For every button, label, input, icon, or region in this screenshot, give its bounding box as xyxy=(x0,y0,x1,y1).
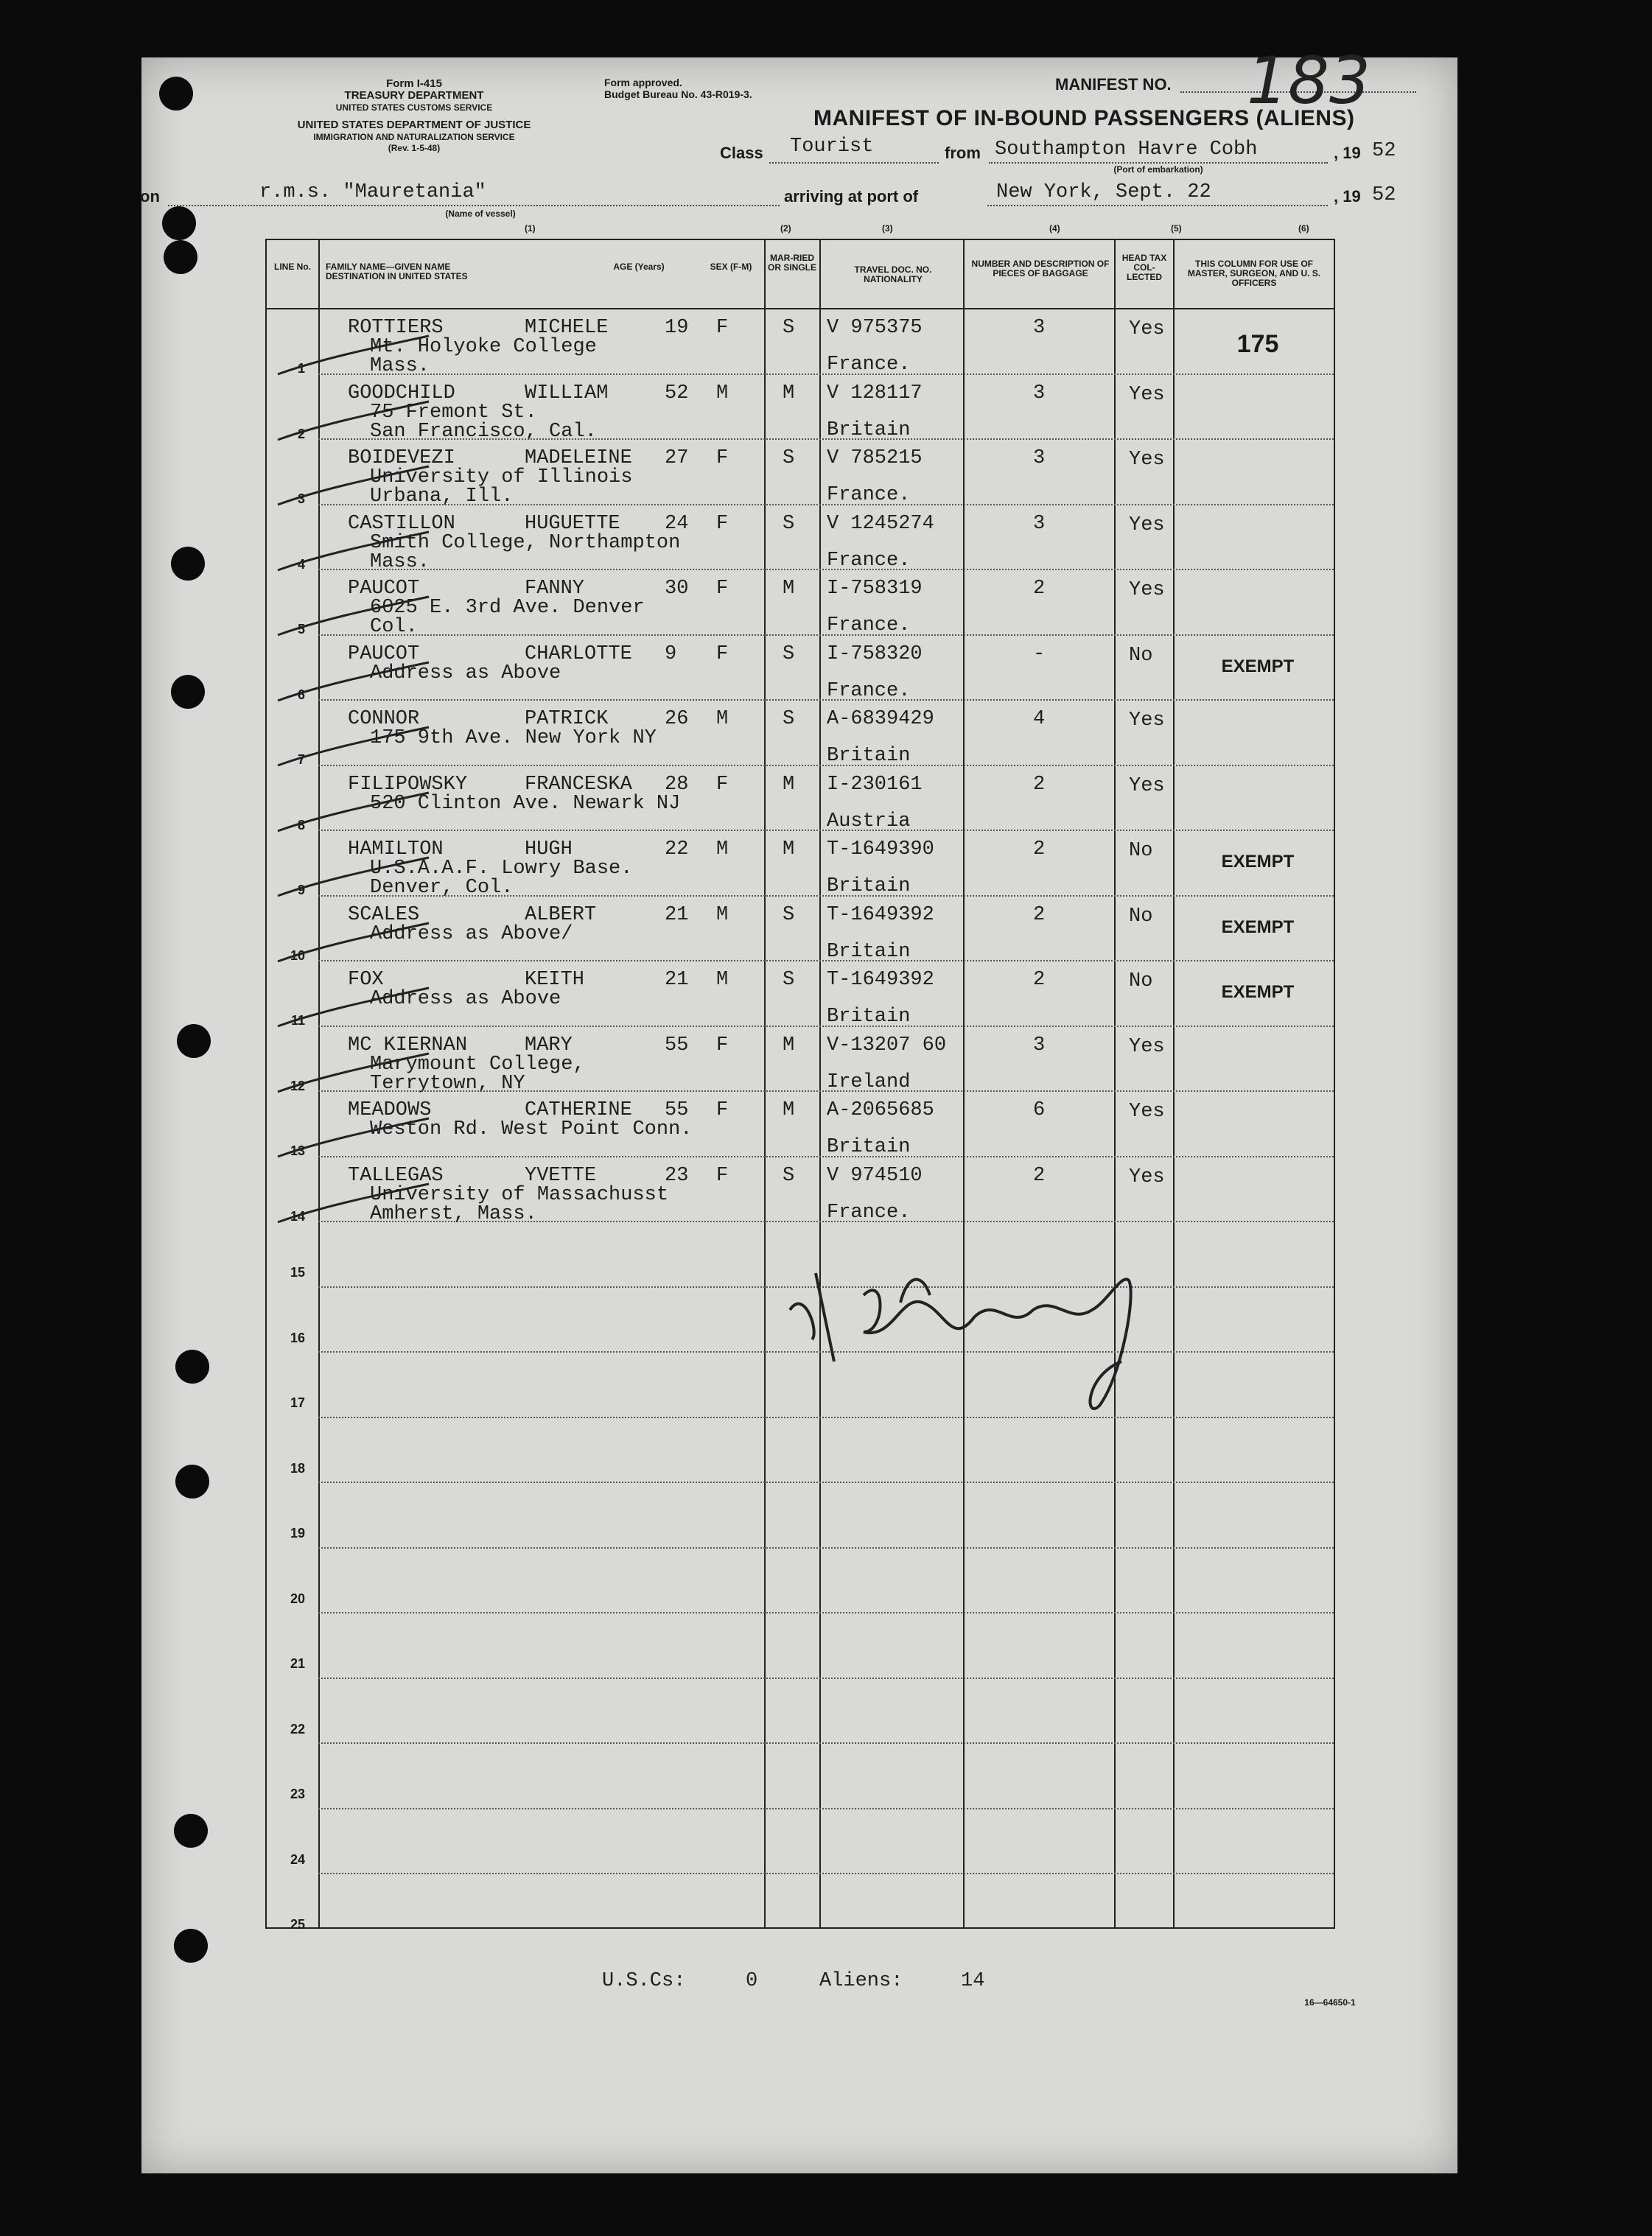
nationality: Britain xyxy=(827,1006,911,1028)
head-tax: Yes xyxy=(1129,1035,1165,1058)
line-number: 12 xyxy=(290,1078,305,1093)
year-value: 52 xyxy=(1372,140,1396,162)
budget-bureau: Budget Bureau No. 43-R019-3. xyxy=(604,88,752,100)
given-name: FRANCESKA xyxy=(525,773,632,796)
marital-status: S xyxy=(783,903,795,926)
age: 26 xyxy=(665,708,689,730)
from-label: from xyxy=(945,144,981,162)
age: 22 xyxy=(665,838,689,861)
given-name: ALBERT xyxy=(525,903,597,926)
travel-doc: T-1649390 xyxy=(827,838,934,861)
head-tax: Yes xyxy=(1129,774,1165,797)
line-number: 10 xyxy=(290,947,305,963)
ins-service: IMMIGRATION AND NATURALIZATION SERVICE xyxy=(313,132,515,142)
line-number: 19 xyxy=(290,1526,305,1541)
binder-hole xyxy=(174,1929,208,1963)
nationality: France. xyxy=(827,679,911,702)
sex: F xyxy=(716,1099,729,1121)
given-name: MICHELE xyxy=(525,317,609,339)
header-sex: SEX (F-M) xyxy=(710,262,752,272)
marital-status: M xyxy=(783,1034,795,1056)
from-value: Southampton Havre Cobh xyxy=(995,139,1258,161)
age: 30 xyxy=(665,578,689,600)
head-tax: No xyxy=(1129,970,1153,992)
head-tax: No xyxy=(1129,644,1153,667)
marital-status: M xyxy=(783,773,795,796)
manifest-no-handwritten: 183 xyxy=(1247,43,1371,119)
age: 21 xyxy=(665,969,689,991)
destination-line-1: Smith College, Northampton xyxy=(370,531,681,554)
sex: M xyxy=(716,382,729,404)
travel-doc: V 128117 xyxy=(827,382,923,404)
sex: M xyxy=(716,708,729,730)
destination-line-2: Amherst, Mass. xyxy=(370,1202,537,1225)
travel-doc: V 1245274 xyxy=(827,512,934,535)
sex: F xyxy=(716,512,729,535)
sex: M xyxy=(716,838,729,861)
line-number: 9 xyxy=(297,883,305,897)
nationality: France. xyxy=(827,549,911,572)
vessel-name: r.m.s. "Mauretania" xyxy=(259,181,486,203)
age: 27 xyxy=(665,447,689,469)
marital-status: S xyxy=(783,708,795,730)
officer-note: EXEMPT xyxy=(1221,852,1295,872)
officer-note: 175 xyxy=(1236,330,1279,358)
officer-note: EXEMPT xyxy=(1221,656,1295,676)
sex: F xyxy=(716,773,729,796)
form-number: Form I-415 xyxy=(386,77,442,90)
given-name: HUGH xyxy=(525,838,573,861)
age: 28 xyxy=(665,773,689,796)
head-tax: Yes xyxy=(1129,1166,1165,1188)
destination-line-1: Address as Above xyxy=(370,662,561,684)
nationality: France. xyxy=(827,614,911,637)
marital-status: M xyxy=(783,1099,795,1121)
given-name: MARY xyxy=(525,1034,573,1056)
age: 19 xyxy=(665,317,689,339)
line-number: 7 xyxy=(297,752,305,767)
line-number: 17 xyxy=(290,1395,305,1410)
manifest-no-label: MANIFEST NO. xyxy=(1055,75,1172,94)
arriving-label: arriving at port of xyxy=(784,187,919,206)
head-tax: Yes xyxy=(1129,1101,1165,1123)
baggage-count: 2 xyxy=(1033,578,1046,600)
uscs-value: 0 xyxy=(746,1970,758,1992)
col-num-1: (1) xyxy=(525,223,536,234)
head-tax: Yes xyxy=(1129,449,1165,471)
port-embarkation-label: (Port of embarkation) xyxy=(1113,164,1203,175)
family-name: CONNOR xyxy=(348,708,420,730)
family-name: MC KIERNAN xyxy=(348,1034,468,1056)
head-tax: Yes xyxy=(1129,709,1165,732)
sex: M xyxy=(716,903,729,926)
travel-doc: I-758320 xyxy=(827,642,923,665)
line-number: 20 xyxy=(290,1591,305,1606)
revision: (Rev. 1-5-48) xyxy=(388,143,441,153)
baggage-count: 3 xyxy=(1033,1034,1046,1056)
line-number: 21 xyxy=(290,1656,305,1671)
destination-line-2: Col. xyxy=(370,616,418,638)
line-number: 23 xyxy=(290,1787,305,1801)
customs-service: UNITED STATES CUSTOMS SERVICE xyxy=(335,102,493,113)
sex: F xyxy=(716,642,729,665)
sex: F xyxy=(716,1164,729,1187)
manifest-sheet: Form I-415 TREASURY DEPARTMENT UNITED STATES CUSTOMS SERVICE UNITED STATES DEPARTMENT OF JUSTICE IMMIGRATION AND NATURALIZATION SERVICE (Rev. 1-5-48) Form approved. Budget Bureau No. 43-R019-3. MANIFEST NO. 183 MANIFEST OF IN-BOUND PASSENGERS (ALIENS) Class Tourist from Southampton Havre Cobh (Port of embarkation) , 19 52 on r.m.s. "Mauretania" (Name of vessel) arriving at port of New York, Sept. 22 , 19 52 (1) (2) (3) (4) (5) (6) LINE No. FAMILY NAME—GIVEN NAME DESTINATION IN UNITED STATES AGE (Years) SEX (F-M) MAR-RIED OR SINGLE TRAVEL DOC. NO. NATIONALITY NUMBER AND DESCRIPTION OF PIECES OF BAGGAGE HEAD TAX COL-LECTED THIS COLUMN FOR USE OF MASTER, SURGEON, AND U. S. OFFICERS 1 ROTTIERS MICHELE 19 F S V 975375 France. Mt. Holyoke College Mass. 3 Yes 175 2 GOODCHILD WILLIAM 52 M M V 128117 Britain 75 Fremont St. San Francisco, Cal. 3 Yes 3 BOIDEVEZI MADELEINE 27 F S V 785215 France. University of Illinois Urbana, Ill. 3 Yes 4 CASTILLON HUGUETTE 24 F S V 1245274 France. Smith College, Northampton Mass. 3 Yes 5 PAUCOT FANNY 30 F M I-758319 France. 6025 E. 3rd Ave. Denver Col. 2 Yes 6 PAUCOT CHARLOTTE 9 F S I-758320 France. Address as Above - No EXEMPT 7 CONNOR PATRICK 26 M S A-6839429 Britain 175 9th Ave. New York NY 4 Yes 8 FILIPOWSKY FRANCESKA 28 F M I-230161 Austria 520 Clinton Ave. Newark NJ 2 Yes 9 HAMILTON HUGH 22 M M T-1649390 Britain U.S.A.A.F. Lowry Base. Denver, Col. 2 No EXEMPT 10 SCALES ALBERT 21 M S T-1649392 Britain Address as Above/ 2 No EXEMPT 11 FOX KEITH 21 M S T-1649392 Britain Address as Above 2 No EXEMPT 12 MC KIERNAN MARY 55 F M V-13207 60 Ireland Marymount College, Terrytown, NY 3 Yes 13 MEADOWS CATHERINE 55 F M A-2065685 Britain Weston Rd. West Point Conn. 6 Yes 14 TALLEGAS YVETTE 23 F S V 974510 France. University of Massachusst Amherst, Mass. 2 Yes 15 16 17 18 19 20 21 22 23 24 25 U.S.Cs: 0 Aliens: 14 16—64650-1 xyxy=(141,57,1457,2173)
justice-dept: UNITED STATES DEPARTMENT OF JUSTICE xyxy=(297,119,531,131)
destination-line-2: Urbana, Ill. xyxy=(370,486,514,508)
travel-doc: A-2065685 xyxy=(827,1099,934,1121)
line-number: 14 xyxy=(290,1208,305,1224)
marital-status: S xyxy=(783,512,795,535)
binder-hole xyxy=(171,547,205,581)
year-prefix: 19 xyxy=(1343,144,1361,162)
destination-line-1: U.S.A.A.F. Lowry Base. xyxy=(370,858,633,880)
destination-line-1: Mt. Holyoke College xyxy=(370,336,597,358)
header-age: AGE (Years) xyxy=(613,262,665,272)
aliens-value: 14 xyxy=(961,1970,985,1992)
nationality: France. xyxy=(827,484,911,506)
travel-doc: T-1649392 xyxy=(827,969,934,991)
destination-line-1: Weston Rd. West Point Conn. xyxy=(370,1118,693,1140)
destination-line-1: 520 Clinton Ave. Newark NJ xyxy=(370,792,681,815)
given-name: WILLIAM xyxy=(525,382,609,404)
marital-status: M xyxy=(783,382,795,404)
line-number: 4 xyxy=(297,556,305,572)
line-number: 8 xyxy=(297,817,305,833)
baggage-count: 3 xyxy=(1033,512,1046,535)
line-number: 6 xyxy=(297,687,305,702)
marital-status: M xyxy=(783,838,795,861)
age: 55 xyxy=(665,1034,689,1056)
uscs-label: U.S.Cs: xyxy=(602,1970,686,1992)
officer-note: EXEMPT xyxy=(1221,982,1295,1002)
line-number: 16 xyxy=(290,1330,305,1345)
col-num-6: (6) xyxy=(1298,223,1309,234)
line-number: 3 xyxy=(297,491,305,506)
footer-code: 16—64650-1 xyxy=(1304,1997,1356,2008)
head-tax: Yes xyxy=(1129,514,1165,536)
sex: F xyxy=(716,447,729,469)
nationality: France. xyxy=(827,354,911,376)
family-name: MEADOWS xyxy=(348,1099,432,1121)
line-number: 1 xyxy=(297,361,305,376)
binder-hole xyxy=(175,1465,209,1499)
nationality: France. xyxy=(827,1201,911,1224)
family-name: TALLEGAS xyxy=(348,1164,444,1187)
destination-line-1: University of Massachusst xyxy=(370,1183,669,1206)
marital-status: S xyxy=(783,642,795,665)
baggage-count: 2 xyxy=(1033,969,1046,991)
on-label: on xyxy=(140,187,160,206)
line-number: 25 xyxy=(290,1917,305,1932)
family-name: FOX xyxy=(348,969,384,991)
destination-line-1: Address as Above/ xyxy=(370,922,573,945)
head-tax: Yes xyxy=(1129,318,1165,340)
line-number: 15 xyxy=(290,1265,305,1280)
age: 23 xyxy=(665,1164,689,1187)
marital-status: S xyxy=(783,317,795,339)
line-number: 2 xyxy=(297,426,305,441)
given-name: FANNY xyxy=(525,578,585,600)
binder-hole xyxy=(159,77,193,111)
header-line: LINE No. xyxy=(274,262,311,272)
passenger-table xyxy=(265,239,1335,1932)
family-name: ROTTIERS xyxy=(348,317,444,339)
nationality: Britain xyxy=(827,418,911,441)
binder-hole xyxy=(174,1814,208,1848)
arriving-value: New York, Sept. 22 xyxy=(996,181,1211,203)
age: 21 xyxy=(665,903,689,926)
officer-note: EXEMPT xyxy=(1221,917,1295,937)
year-value-2: 52 xyxy=(1372,184,1396,206)
travel-doc: T-1649392 xyxy=(827,903,934,926)
destination-line-1: 175 9th Ave. New York NY xyxy=(370,727,657,749)
travel-doc: V-13207 60 xyxy=(827,1034,947,1056)
baggage-count: 3 xyxy=(1033,382,1046,404)
travel-doc: V 975375 xyxy=(827,317,923,339)
line-number: 13 xyxy=(290,1143,305,1158)
sex: F xyxy=(716,578,729,600)
given-name: CHARLOTTE xyxy=(525,642,632,665)
baggage-count: 2 xyxy=(1033,838,1046,861)
baggage-count: - xyxy=(1033,642,1046,665)
line-number: 18 xyxy=(290,1460,305,1476)
destination-line-2: Mass. xyxy=(370,550,430,573)
binder-hole xyxy=(164,240,197,274)
treasury-dept: TREASURY DEPARTMENT xyxy=(344,89,484,102)
year-prefix-2: 19 xyxy=(1343,187,1361,206)
baggage-count: 2 xyxy=(1033,773,1046,796)
travel-doc: A-6839429 xyxy=(827,708,934,730)
col-num-3: (3) xyxy=(882,223,893,234)
form-approved: Form approved. xyxy=(604,77,682,88)
marital-status: M xyxy=(783,578,795,600)
baggage-count: 6 xyxy=(1033,1099,1046,1121)
travel-doc: I-230161 xyxy=(827,773,923,796)
baggage-count: 2 xyxy=(1033,1164,1046,1187)
marital-status: S xyxy=(783,969,795,991)
destination-line-2: San Francisco, Cal. xyxy=(370,420,597,443)
travel-doc: I-758319 xyxy=(827,578,923,600)
head-tax: Yes xyxy=(1129,383,1165,406)
destination-line-1: 75 Fremont St. xyxy=(370,401,537,424)
nationality: Britain xyxy=(827,940,911,963)
travel-doc: V 785215 xyxy=(827,447,923,469)
destination-line-1: University of Illinois xyxy=(370,466,633,488)
destination-line-2: Terrytown, NY xyxy=(370,1072,525,1095)
header-baggage: NUMBER AND DESCRIPTION OF PIECES OF BAGGAGE xyxy=(971,259,1110,278)
head-tax: No xyxy=(1129,840,1153,862)
given-name: YVETTE xyxy=(525,1164,597,1187)
binder-hole xyxy=(171,675,205,709)
family-name: SCALES xyxy=(348,903,420,926)
baggage-count: 3 xyxy=(1033,447,1046,469)
given-name: KEITH xyxy=(525,969,585,991)
age: 9 xyxy=(665,642,677,665)
head-tax: No xyxy=(1129,905,1153,928)
baggage-count: 3 xyxy=(1033,317,1046,339)
age: 55 xyxy=(665,1099,689,1121)
nationality: Britain xyxy=(827,875,911,897)
family-name: FILIPOWSKY xyxy=(348,773,468,796)
aliens-label: Aliens: xyxy=(819,1970,903,1992)
line-number: 11 xyxy=(290,1013,305,1028)
family-name: HAMILTON xyxy=(348,838,444,861)
family-name: PAUCOT xyxy=(348,578,420,600)
official-signature xyxy=(775,1229,1188,1420)
header-officers: THIS COLUMN FOR USE OF MASTER, SURGEON, AND U. S. OFFICERS xyxy=(1187,259,1321,288)
col-num-4: (4) xyxy=(1049,223,1060,234)
nationality: Ireland xyxy=(827,1070,911,1093)
age: 24 xyxy=(665,512,689,535)
given-name: PATRICK xyxy=(525,708,609,730)
sex: M xyxy=(716,969,729,991)
destination-line-2: Denver, Col. xyxy=(370,877,514,899)
destination-line-1: Address as Above xyxy=(370,988,561,1010)
line-number: 22 xyxy=(290,1721,305,1736)
nationality: Britain xyxy=(827,1136,911,1158)
given-name: CATHERINE xyxy=(525,1099,632,1121)
marital-status: S xyxy=(783,447,795,469)
line-number: 24 xyxy=(290,1851,305,1867)
class-value: Tourist xyxy=(790,136,874,158)
class-label: Class xyxy=(720,144,763,162)
header-married: MAR-RIED OR SINGLE xyxy=(767,253,816,273)
binder-hole xyxy=(177,1024,211,1058)
sex: F xyxy=(716,1034,729,1056)
family-name: GOODCHILD xyxy=(348,382,455,404)
manifest-title: MANIFEST OF IN-BOUND PASSENGERS (ALIENS) xyxy=(813,106,1355,130)
family-name: BOIDEVEZI xyxy=(348,447,455,469)
head-tax: Yes xyxy=(1129,579,1165,601)
nationality: Austria xyxy=(827,810,911,833)
family-name: CASTILLON xyxy=(348,512,455,535)
destination-line-2: Mass. xyxy=(370,355,430,377)
destination-line-1: 6025 E. 3rd Ave. Denver xyxy=(370,597,645,619)
destination-line-1: Marymount College, xyxy=(370,1053,585,1076)
binder-hole xyxy=(162,206,196,240)
baggage-count: 2 xyxy=(1033,903,1046,926)
baggage-count: 4 xyxy=(1033,708,1046,730)
age: 52 xyxy=(665,382,689,404)
given-name: HUGUETTE xyxy=(525,512,620,535)
sex: F xyxy=(716,317,729,339)
given-name: MADELEINE xyxy=(525,447,632,469)
nationality: Britain xyxy=(827,745,911,767)
col-num-2: (2) xyxy=(780,223,791,234)
family-name: PAUCOT xyxy=(348,642,420,665)
marital-status: S xyxy=(783,1164,795,1187)
header-headtax: HEAD TAX COL-LECTED xyxy=(1121,253,1167,282)
binder-hole xyxy=(175,1350,209,1384)
line-number: 5 xyxy=(297,622,305,637)
vessel-label: (Name of vessel) xyxy=(445,208,516,219)
col-num-5: (5) xyxy=(1171,223,1182,234)
travel-doc: V 974510 xyxy=(827,1164,923,1187)
header-travel: TRAVEL DOC. NO. NATIONALITY xyxy=(854,264,932,284)
header-name: FAMILY NAME—GIVEN NAME DESTINATION IN UNITED STATES xyxy=(326,262,468,281)
